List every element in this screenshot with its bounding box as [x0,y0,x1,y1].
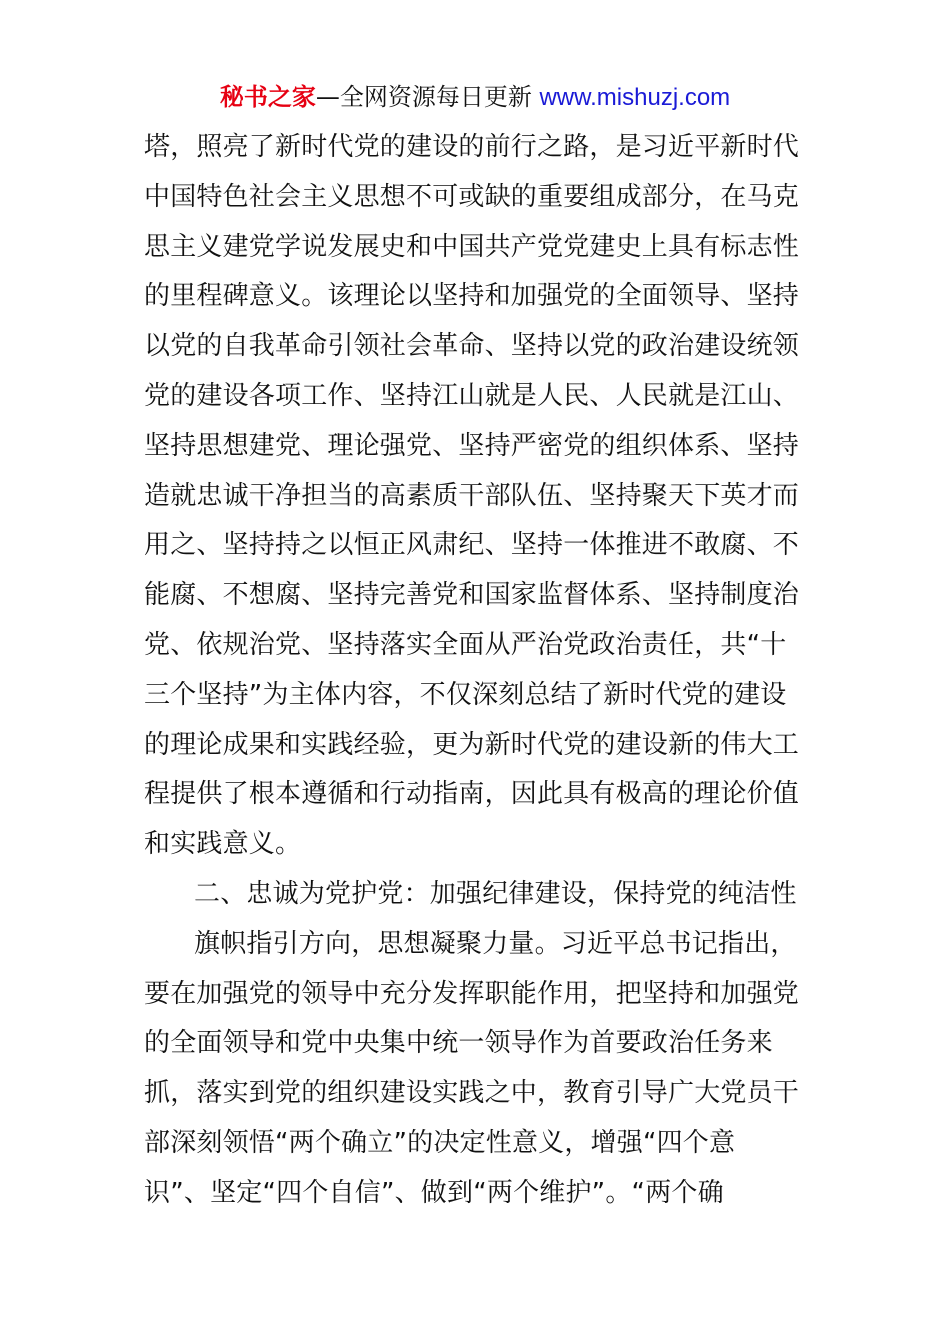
body-line: 能腐、不想腐、坚持完善党和国家监督体系、坚持制度治 [144,580,800,611]
body-line: 识”、坚定“四个自信”、做到“两个维护”。“两个确 [144,1177,724,1208]
body-line: 以党的自我革命引领社会革命、坚持以党的政治建设统领 [144,331,800,362]
body-line: 和实践意义。 [144,829,302,860]
body-line: 的全面领导和党中央集中统一领导作为首要政治任务来 [144,1028,773,1059]
body-line: 部深刻领悟“两个确立”的决定性意义，增强“四个意 [144,1127,736,1158]
body-line: 党、依规治党、坚持落实全面从严治党政治责任，共“十 [144,629,787,660]
paragraph-first-line: 旗帜指引方向，思想凝聚力量。习近平总书记指出， [194,928,797,959]
body-line: 程提供了根本遵循和行动指南，因此具有极高的理论价值 [144,779,800,810]
body-line: 思主义建党学说发展史和中国共产党党建史上具有标志性 [144,231,800,262]
body-line: 造就忠诚干净担当的高素质干部队伍、坚持聚天下英才而 [144,480,800,511]
body-line: 中国特色社会主义思想不可或缺的重要组成部分，在马克 [144,181,800,212]
body-line: 用之、坚持持之以恒正风肃纪、坚持一体推进不敢腐、不 [144,530,800,561]
body-line: 抓，落实到党的组织建设实践之中，教育引导广大党员干 [144,1078,800,1109]
section-heading: 二、忠诚为党护党：加强纪律建设，保持党的纯洁性 [194,878,797,909]
body-line: 要在加强党的领导中充分发挥职能作用，把坚持和加强党 [144,978,800,1009]
header-tagline: —全网资源每日更新 [315,83,532,111]
site-url-link[interactable]: www.mishuzj.com [539,84,731,111]
body-line: 塔，照亮了新时代党的建设的前行之路，是习近平新时代 [144,132,800,162]
body-line: 的里程碑意义。该理论以坚持和加强党的全面领导、坚持 [144,281,800,312]
brand-name: 秘书之家 [219,83,316,111]
document-body [144,123,824,1219]
body-line: 三个坚持”为主体内容，不仅深刻总结了新时代党的建设 [144,679,787,710]
body-line: 坚持思想建党、理论强党、坚持严密党的组织体系、坚持 [144,430,800,461]
body-line: 的理论成果和实践经验，更为新时代党的建设新的伟大工 [144,729,800,760]
body-line: 党的建设各项工作、坚持江山就是人民、人民就是江山、 [144,380,800,411]
site-header [0,80,950,115]
